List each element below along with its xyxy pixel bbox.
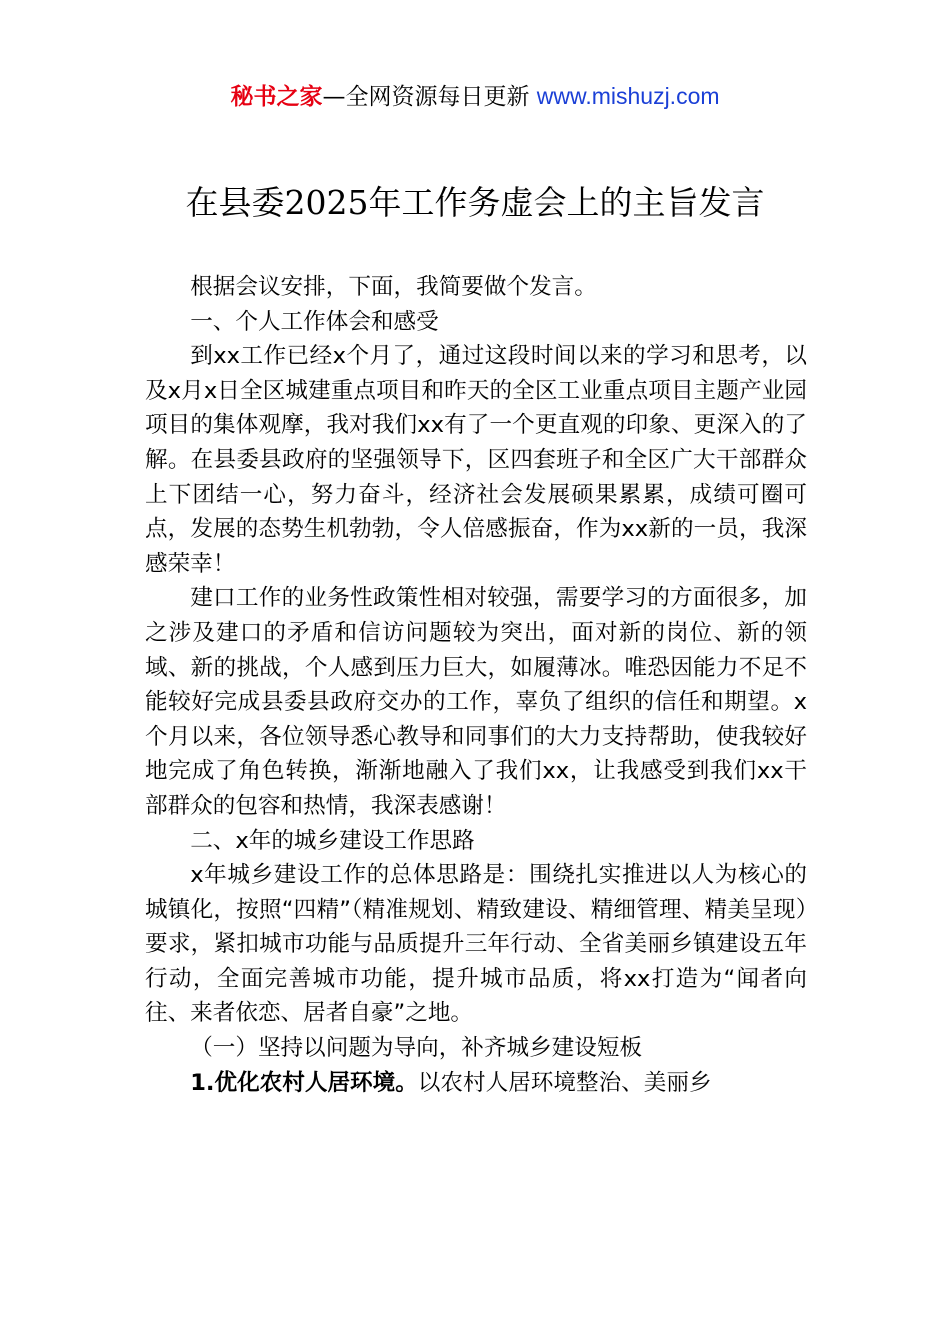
section-heading-2: 二、x年的城乡建设工作思路 [190,827,475,854]
item-text: 以农村人居环境整治、美丽乡 [417,1069,712,1096]
paragraph: 到xx工作已经x个月了，通过这段时间以来的学习和思考，以及x月x日全区城建重点项目和昨天的全区工业重点项目主题产业园项目的集体观摩，我对我们xx有了一个更直观的印象、更深入的了解。在县委县政府的坚强领导下，区四套班子和全区广大干部群众上下团结一心，努力奋斗，经济社会发展硕果累累，成绩可圈可点，发展的态势生机勃勃，令人倍感振奋，作为xx新的一员，我深感荣幸！ [145,343,807,577]
site-header [0,80,950,113]
document-title: 在县委2025年工作务虚会上的主旨发言 [185,183,765,222]
paragraph-item-1 [145,1066,807,1101]
section-heading-1: 一、个人工作体会和感受 [190,308,439,335]
site-url-link[interactable]: www.mishuzj.com [536,83,720,109]
subsection-heading-1: （一）坚持以问题为导向，补齐城乡建设短板 [190,1035,643,1062]
item-lead: 1.优化农村人居环境。 [190,1069,418,1096]
paragraph: 建口工作的业务性政策性相对较强，需要学习的方面很多，加之涉及建口的矛盾和信访问题较为突出，面对新的岗位、新的领域、新的挑战，个人感到压力巨大，如履薄冰。唯恐因能力不足不能较好完成县委县政府交办的工作，辜负了组织的信任和期望。x个月以来，各位领导悉心教导和同事们的大力支持帮助，使我较好地完成了角色转换，渐渐地融入了我们xx，让我感受到我们xx干部群众的包容和热情，我深表感谢！ [145,585,807,819]
paragraph-intro: 根据会议安排，下面，我简要做个发言。 [190,274,597,300]
paragraph: x年城乡建设工作的总体思路是：围绕扎实推进以人为核心的城镇化，按照“四精”（精准规划、精致建设、精细管理、精美呈现）要求，紧扣城市功能与品质提升三年行动、全省美丽乡镇建设五年行动，全面完善城市功能，提升城市品质，将xx打造为“闻者向往、来者依恋、居者自豪”之地。 [145,862,807,1027]
site-tagline: —全网资源每日更新 [322,84,537,110]
document-body [145,270,807,1100]
site-brand: 秘书之家 [230,84,323,110]
